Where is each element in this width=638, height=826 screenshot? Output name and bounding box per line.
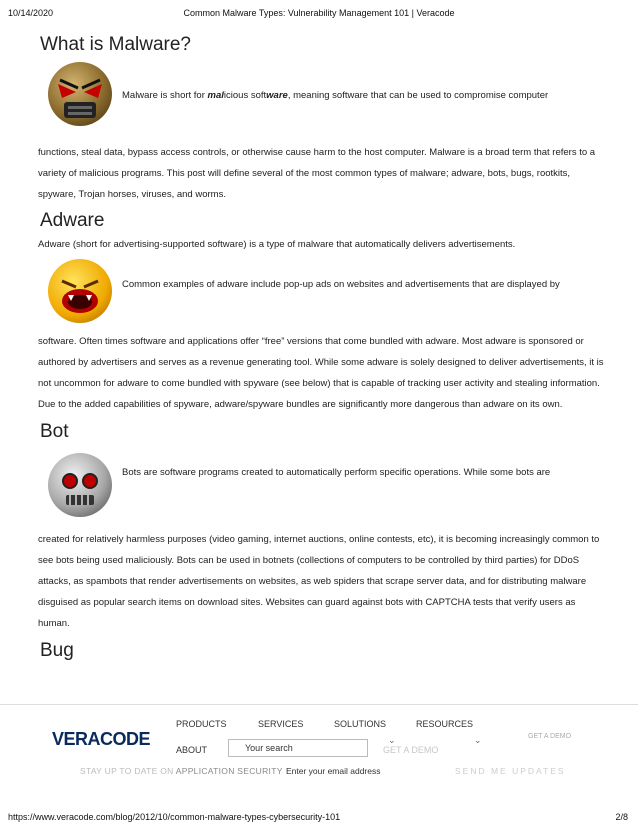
chevron-down-icon[interactable]: ⌄ bbox=[474, 735, 482, 745]
malware-body: functions, steal data, bypass access controls, or otherwise cause harm to the host computer. Malware is a broad term that refers to a variety of malicious programs. This post will define several of the most common types of malware; adware, bots, bugs, rootkits, spyware, Trojan horses, viruses, and worms. bbox=[38, 147, 596, 200]
nav-services[interactable]: SERVICES bbox=[258, 719, 304, 729]
article-content bbox=[38, 34, 604, 662]
malware-intro-em2: ware bbox=[266, 90, 288, 101]
malware-intro-mid: icious soft bbox=[223, 90, 267, 101]
malware-intro-post: , meaning software that can be used to compromise computer bbox=[287, 90, 549, 101]
print-title: Common Malware Types: Vulnerability Management 101 | Veracode bbox=[183, 8, 455, 18]
print-page-number: 2/8 bbox=[615, 812, 628, 822]
print-date: 10/14/2020 bbox=[8, 8, 54, 18]
nav-about[interactable]: ABOUT bbox=[176, 745, 208, 755]
heading-adware: Adware bbox=[40, 210, 105, 231]
get-demo-link[interactable]: GET A DEMO bbox=[528, 733, 572, 740]
malware-intro-pre: Malware is short for bbox=[122, 90, 208, 101]
malware-intro-text bbox=[122, 90, 548, 101]
heading-bug: Bug bbox=[40, 640, 74, 661]
nav-products[interactable]: PRODUCTS bbox=[176, 719, 227, 729]
robot-face-icon bbox=[48, 453, 112, 517]
newsletter-prompt-pre: STAY UP TO DATE ON bbox=[80, 766, 176, 776]
nav-resources[interactable]: RESOURCES bbox=[416, 719, 474, 729]
heading-malware: What is Malware? bbox=[40, 34, 191, 55]
print-url: https://www.veracode.com/blog/2012/10/common-malware-types-cybersecurity-101 bbox=[8, 812, 341, 822]
bot-intro-row bbox=[38, 453, 604, 533]
newsletter-prompt-topic: APPLICATION SECURITY bbox=[175, 766, 283, 776]
angry-masked-face-icon bbox=[48, 62, 112, 126]
adware-intro-text: Common examples of adware include pop-up ads on websites and advertisements that are displayed by bbox=[122, 279, 560, 290]
veracode-logo[interactable]: VERACODE bbox=[52, 729, 151, 749]
bot-intro-text: Bots are software programs created to automatically perform specific operations. While some bots are bbox=[122, 467, 551, 478]
malware-intro-em1: mal bbox=[207, 90, 224, 101]
heading-bot: Bot bbox=[40, 421, 69, 442]
site-navigation-bar bbox=[0, 704, 638, 776]
adware-lead: Adware (short for advertising-supported software) is a type of malware that automatically delivers advertisements. bbox=[38, 239, 516, 250]
newsletter-prompt bbox=[80, 766, 283, 776]
adware-body: software. Often times software and applications offer “free” versions that come bundled with adware. Most adware is sponsored or authored by advertisers and serves as a revenue generating tool. While some adware is solely designed to deliver advertisements, it is not uncommon for adware to come bundled with spyware (see below) that is capable of tracking user activity and stealing information. Due to the added capabilities of spyware, adware/spyware bundles are significantly more dangerous than adware on its own. bbox=[38, 336, 604, 410]
chevron-down-icon[interactable]: ⌄ bbox=[388, 735, 396, 745]
bot-body: created for relatively harmless purposes (video gaming, internet auctions, online contests, etc), it is becoming increasingly common to see bots being used maliciously. Bots can be used in botnets (collections of computers to be controlled by third parties) for DDoS attacks, as spambots that render advertisements on websites, as web spiders that scrape server data, and for distributing malware disguised as popular search items on download sites. Websites can guard against bots with CAPTCHA tests that verify users as human. bbox=[38, 534, 600, 629]
email-field[interactable]: Enter your email address bbox=[286, 766, 381, 776]
print-header bbox=[0, 8, 638, 22]
adware-intro-row bbox=[38, 259, 604, 339]
get-demo-button[interactable]: GET A DEMO bbox=[383, 745, 439, 755]
send-updates-button[interactable]: SEND ME UPDATES bbox=[455, 766, 566, 776]
search-input[interactable]: Your search bbox=[228, 739, 368, 757]
screaming-mouth-face-icon bbox=[48, 259, 112, 323]
nav-solutions[interactable]: SOLUTIONS bbox=[334, 719, 387, 729]
malware-intro-row bbox=[38, 62, 604, 142]
